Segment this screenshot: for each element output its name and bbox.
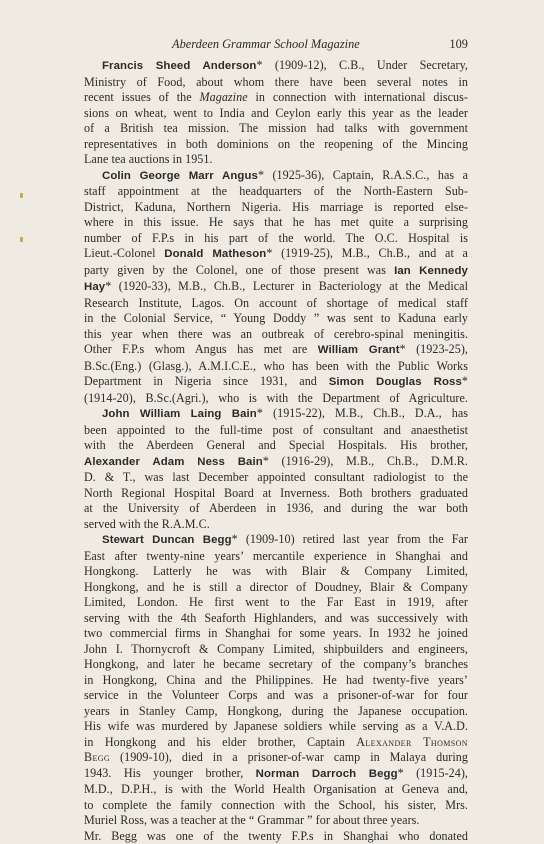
text-run: * (1925-36), Captain, R.A.S.C., has a (258, 168, 468, 182)
text-run: * (1919-25), M.B., Ch.B., and at a (266, 246, 468, 260)
text-run: party given by the Colonel, one of those present was (84, 263, 394, 277)
text-run: Muriel Ross, was a teacher at the “ Grammar ” for about three years. (84, 813, 420, 827)
text-line (84, 829, 468, 844)
text-line (84, 735, 468, 751)
text-line (84, 296, 468, 312)
text-run: John I. Thornycroft & Company Limited, shipbuilders and engineers, (84, 642, 468, 656)
text-run: B.Sc.(Eng.) (Glasg.), A.M.I.C.E., who has been with the Public Works (84, 359, 468, 373)
text-line (84, 374, 468, 391)
text-run: service in the Volunteer Corps and was a prisoner-of-war for four (84, 688, 468, 702)
text-line (84, 342, 468, 359)
text-line (84, 813, 468, 829)
person-name: Donald Matheson (164, 248, 266, 260)
text-run: * (1923-25), (400, 342, 468, 356)
text-run: in connection with international discus- (248, 90, 468, 104)
text-line (84, 595, 468, 611)
text-line (84, 231, 468, 247)
text-run: two commercial firms in Shanghai for some years. In 1932 he joined (84, 626, 468, 640)
text-run: of a British tea mission. The mission had talks with government (84, 121, 468, 135)
text-run: at the University of Aberdeen in 1936, and during the war both (84, 501, 468, 515)
text-run: * (1916-29), M.B., Ch.B., D.M.R. (263, 454, 468, 468)
text-line (84, 215, 468, 231)
text-run: (1914-20), B.Sc.(Agri.), who is with the Department of Agriculture. (84, 391, 468, 405)
text-line (84, 359, 468, 375)
person-name: Hay (84, 281, 105, 293)
text-line (84, 704, 468, 720)
text-run: Ministry of Food, about whom there have been several notes in (84, 75, 468, 89)
text-run: * (1915-24), (398, 766, 468, 780)
text-run: District, Kaduna, Northern Nigeria. His marriage is reported else- (84, 200, 468, 214)
person-name: Stewart Duncan Begg (102, 534, 232, 546)
text-line (84, 673, 468, 689)
text-line (84, 200, 468, 216)
text-run: Mr. Begg was one of the twenty F.P.s in Shanghai who donated (84, 829, 468, 843)
text-line (84, 501, 468, 517)
text-run: Research Institute, Lagos. On account of shortage of medical staff (84, 296, 468, 310)
text-line (84, 470, 468, 486)
text-line (84, 246, 468, 263)
margin-mark (20, 237, 23, 242)
text-line (84, 106, 468, 122)
text-line (84, 549, 468, 565)
text-run: Department in Nigeria since 1931, and (84, 374, 329, 388)
text-run: * (1909-10) retired last year from the Far (232, 532, 468, 546)
person-name: Colin George Marr Angus (102, 170, 258, 182)
small-caps-name: Begg (84, 750, 110, 764)
text-run: D. & T., was last December appointed consultant radiologist to the (84, 470, 468, 484)
text-line (84, 263, 468, 280)
margin-mark (20, 193, 23, 198)
text-run: recent issues of the (84, 90, 200, 104)
text-line (84, 75, 468, 91)
text-line (84, 406, 468, 423)
text-line (84, 766, 468, 783)
text-run: Other F.P.s whom Angus has met are (84, 342, 318, 356)
text-run: M.D., D.P.H., is with the World Health Organisation at Geneva and, (84, 782, 468, 796)
text-run: Hongkong, and later he became secretary of the company’s branches (84, 657, 468, 671)
text-run: Hongkong. Latterly he was with Blair & Company Limited, (84, 564, 468, 578)
text-run: Lane tea auctions in 1951. (84, 152, 213, 166)
text-run: North Regional Hospital Board at Inverness. Both brothers graduated (84, 486, 468, 500)
text-run: in Hongkong, China and the Philippines. He had twenty-five years’ (84, 673, 468, 687)
page-header (84, 37, 468, 53)
text-line (84, 454, 468, 471)
page-number: 109 (449, 37, 468, 52)
running-title: Aberdeen Grammar School Magazine (172, 37, 360, 52)
person-name: John William Laing Bain (102, 408, 257, 420)
text-run: East after twenty-nine years’ mercantile experience in Shanghai and (84, 549, 468, 563)
text-line (84, 532, 468, 549)
article-body (84, 58, 468, 844)
text-run: number of F.P.s in his part of the world. The O.C. Hospital is (84, 231, 468, 245)
text-run: Limited, London. He first went to the Far East in 1919, after (84, 595, 468, 609)
text-line (84, 782, 468, 798)
text-run: Hongkong, and he is still a director of Doudney, Blair & Company (84, 580, 468, 594)
text-line (84, 327, 468, 343)
small-caps-name: Alexander Thomson (356, 735, 468, 749)
text-run: * (1909-12), C.B., Under Secretary, (256, 58, 468, 72)
text-run: sions on wheat, went to India and Ceylon early this year as the leader (84, 106, 468, 120)
text-run: years in Stanley Camp, Hongkong, during the Japanese occupation. (84, 704, 468, 718)
text-run: in the Colonial Service, “ Young Doddy ” was sent to Kaduna early (84, 311, 468, 325)
text-run: with the Aberdeen General and Special Hospitals. His brother, (84, 438, 468, 452)
text-line (84, 438, 468, 454)
text-line (84, 750, 468, 766)
text-line (84, 486, 468, 502)
person-name: Norman Darroch Begg (256, 768, 398, 780)
text-line (84, 688, 468, 704)
person-name: William Grant (318, 344, 400, 356)
text-run: serving with the 4th Seaforth Highlanders, and was successively with (84, 611, 468, 625)
text-line (84, 121, 468, 137)
text-line (84, 642, 468, 658)
text-run: * (462, 374, 468, 388)
text-run: * (1915-22), M.B., Ch.B., D.A., has (257, 406, 468, 420)
text-line (84, 58, 468, 75)
text-line (84, 311, 468, 327)
text-line (84, 90, 468, 106)
text-run: (1909-10), died in a prisoner-of-war camp in Malaya during (110, 750, 468, 764)
text-run: been appointed to the full-time post of consultant and anaesthetist (84, 423, 468, 437)
text-line (84, 657, 468, 673)
text-run: this year when there was an outbreak of cerebro-spinal meningitis. (84, 327, 468, 341)
person-name: Francis Sheed Anderson (102, 60, 256, 72)
text-line (84, 798, 468, 814)
text-run: * (1920-33), M.B., Ch.B., Lecturer in Bacteriology at the Medical (105, 279, 468, 293)
text-line (84, 517, 468, 533)
person-name: Ian Kennedy (394, 265, 468, 277)
text-line (84, 184, 468, 200)
text-run: in Hongkong and his elder brother, Captain (84, 735, 356, 749)
text-line (84, 611, 468, 627)
text-line (84, 580, 468, 596)
person-name: Alexander Adam Ness Bain (84, 456, 263, 468)
text-line (84, 423, 468, 439)
text-run: served with the R.A.M.C. (84, 517, 210, 531)
text-run: representatives in both dominions on the reopening of the Mincing (84, 137, 468, 151)
text-line (84, 168, 468, 185)
text-run: His wife was murdered by Japanese soldiers while serving as a V.A.D. (84, 719, 468, 733)
text-line (84, 137, 468, 153)
text-run: where in this issue. He says that he has met quite a surprising (84, 215, 468, 229)
text-line (84, 391, 468, 407)
text-run: to complete the family connection with the School, his sister, Mrs. (84, 798, 468, 812)
text-run: 1943. His younger brother, (84, 766, 256, 780)
text-line (84, 279, 468, 296)
text-line (84, 152, 468, 168)
text-run: Lieut.-Colonel (84, 246, 164, 260)
text-line (84, 626, 468, 642)
text-line (84, 564, 468, 580)
person-name: Simon Douglas Ross (329, 376, 462, 388)
italic-title: Magazine (200, 90, 248, 104)
text-line (84, 719, 468, 735)
text-run: staff appointment at the headquarters of the North-Eastern Sub- (84, 184, 468, 198)
